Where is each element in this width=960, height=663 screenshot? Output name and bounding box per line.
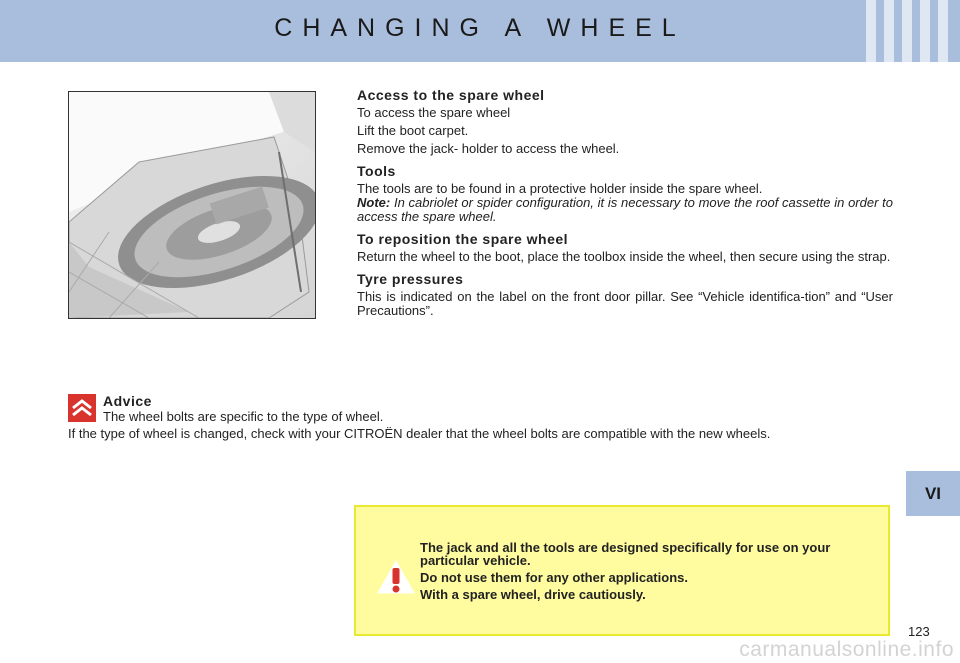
section-access [357, 88, 893, 156]
reposition-text: Return the wheel to the boot, place the toolbox inside the wheel, then secure using the strap. [357, 249, 891, 264]
chapter-tab: VI [906, 471, 960, 516]
page-title: CHANGING A WHEEL [274, 14, 686, 42]
note-text: In cabriolet or spider configuration, it is necessary to move the roof cassette in order to access the spare wheel. [357, 195, 893, 224]
access-line: To access the spare wheel [357, 105, 511, 120]
warning-line: Do not use them for any other applications. [420, 570, 688, 585]
warning-text [420, 541, 882, 605]
advice-block [68, 394, 894, 444]
advice-line: If the type of wheel is changed, check with your CITROËN dealer that the wheel bolts are compatible with the new wheels. [68, 426, 771, 441]
instructions [357, 88, 893, 326]
access-line: Remove the jack- holder to access the wheel. [357, 141, 620, 156]
section-tools [357, 164, 893, 224]
section-heading: Tyre pressures [357, 271, 464, 287]
section-heading: Tools [357, 163, 396, 179]
section-heading: Access to the spare wheel [357, 87, 545, 103]
exclamation-triangle-icon [376, 559, 416, 600]
warning-box [354, 505, 890, 636]
warning-line: The jack and all the tools are designed specifically for use on your particular vehicle. [420, 540, 831, 568]
access-line: Lift the boot carpet. [357, 123, 469, 138]
tools-note [357, 196, 893, 224]
tools-text: The tools are to be found in a protective holder inside the spare wheel. [357, 181, 763, 196]
warning-line: With a spare wheel, drive cautiously. [420, 587, 646, 602]
spare-wheel-photo [68, 91, 316, 319]
citroen-chevron-icon [68, 394, 96, 422]
section-reposition [357, 232, 893, 264]
header-stripes [866, 0, 948, 62]
tyre-text: This is indicated on the label on the front door pillar. See “Vehicle identifica-tion” and “User Precautions”. [357, 289, 893, 318]
section-tyre-pressures [357, 272, 893, 318]
note-label: Note: [357, 195, 391, 210]
section-heading: To reposition the spare wheel [357, 231, 569, 247]
watermark: carmanualsonline.info [739, 638, 954, 661]
page-number: 123 [908, 624, 930, 639]
page-header [0, 0, 960, 62]
advice-heading: Advice [103, 393, 152, 409]
advice-line: The wheel bolts are specific to the type of wheel. [103, 409, 384, 424]
